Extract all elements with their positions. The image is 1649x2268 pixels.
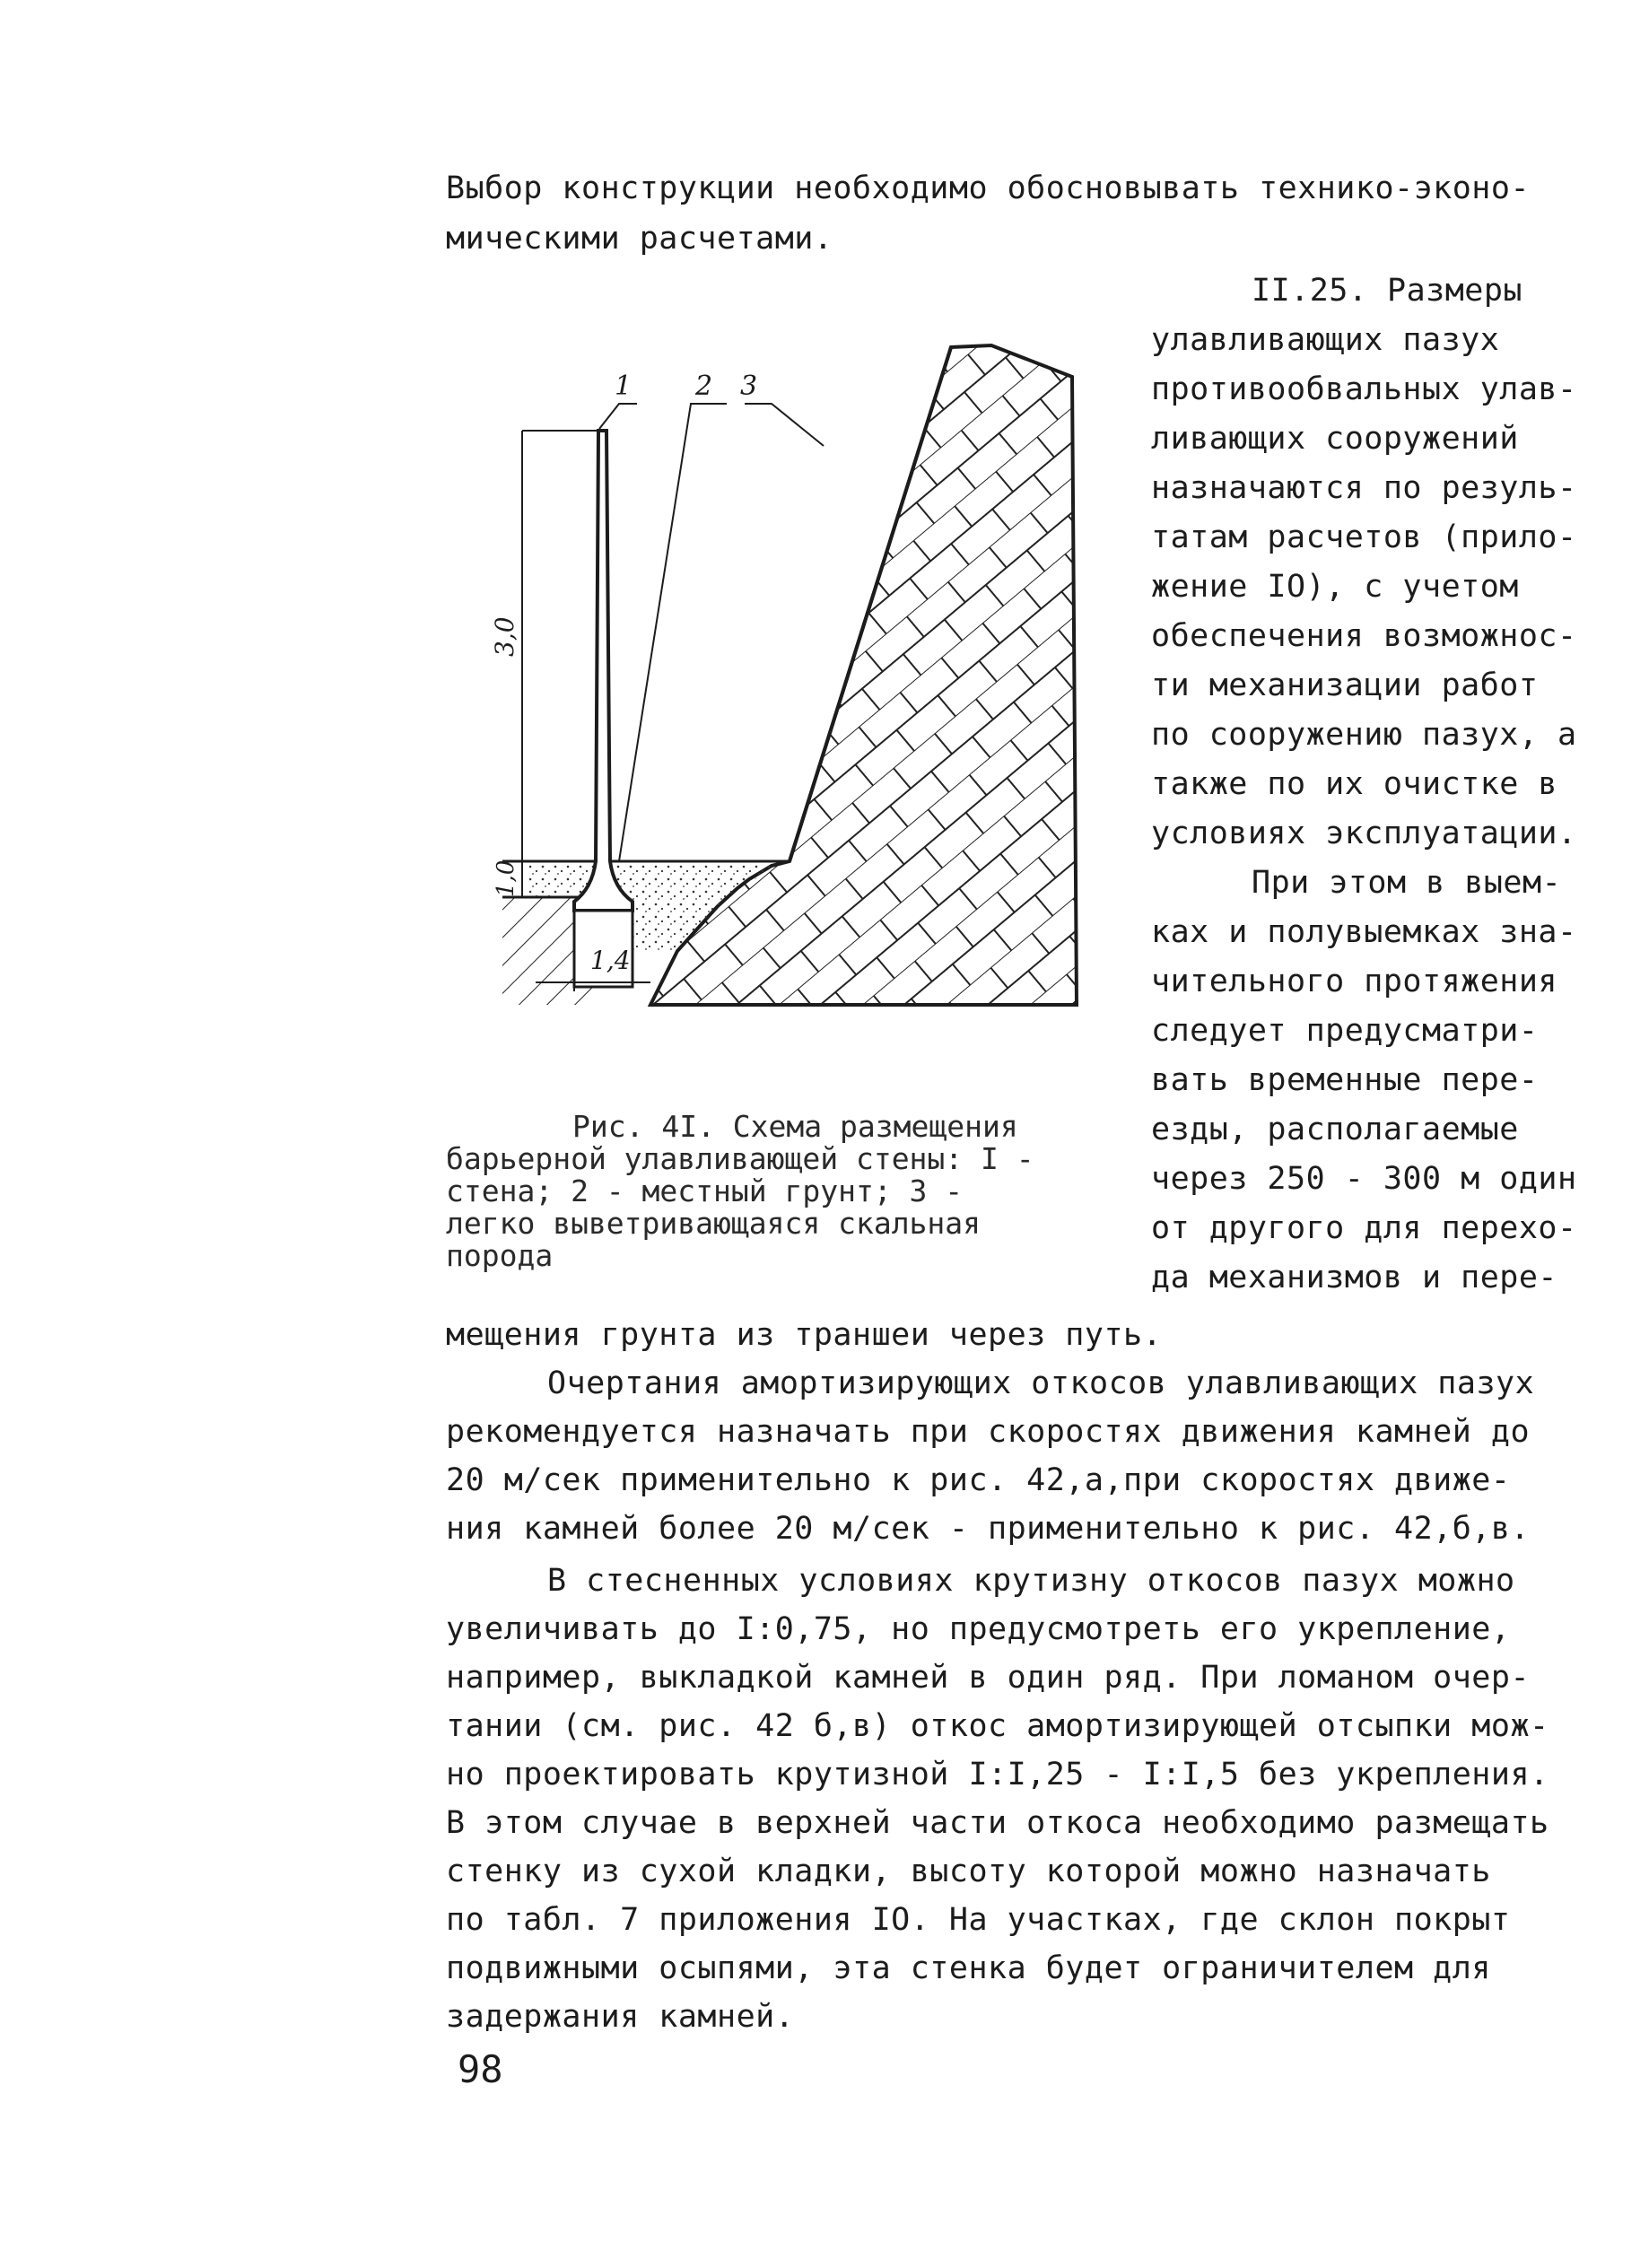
body-line: но проектировать крутизной I:I,25 - I:I,5 без укрепления. xyxy=(446,1757,1549,1793)
side-line: ках и полувыемках зна- xyxy=(1151,914,1577,950)
dim-wall-height: 3,0 xyxy=(490,616,519,657)
page-number: 98 xyxy=(458,2047,503,2091)
body-line: 20 м/сек применительно к рис. 42,а,при скоростях движе- xyxy=(446,1462,1511,1498)
side-line: назначаются по резуль- xyxy=(1151,470,1577,506)
body-line: подвижными осыпями, эта стенка будет ограничителем для xyxy=(446,1950,1491,1986)
caption-line: стена; 2 - местный грунт; 3 - xyxy=(446,1173,964,1208)
body-line: стенку из сухой кладки, высоту которой можно назначать xyxy=(446,1854,1491,1889)
body-line: задержания камней. xyxy=(446,1999,795,2035)
caption-line: легко выветривающаяся скальная xyxy=(446,1206,982,1241)
body-line: по табл. 7 приложения IO. На участках, где склон покрыт xyxy=(446,1902,1511,1938)
side-line: ливающих сооружений xyxy=(1151,421,1519,457)
side-line: улавливающих пазух xyxy=(1151,322,1500,358)
side-line: езды, располагаемые xyxy=(1151,1112,1519,1147)
side-line: противообвальных улав- xyxy=(1151,371,1577,407)
side-line: по сооружению пазух, а xyxy=(1151,717,1577,753)
side-line: II.25. Размеры xyxy=(1252,273,1523,309)
barrier-wall xyxy=(574,431,633,911)
body-line: увеличивать до I:0,75, но предусмотреть его укрепление, xyxy=(446,1611,1511,1647)
caption-line: порода xyxy=(446,1238,554,1273)
side-line: также по их очистке в xyxy=(1151,766,1558,802)
intro-line-1: Выбор конструкции необходимо обосновывать технико-эконо- xyxy=(446,170,1531,206)
side-line: татам расчетов (прило- xyxy=(1151,519,1577,555)
side-line: обеспечения возможнос- xyxy=(1151,618,1577,654)
dim-base-width: 1,4 xyxy=(590,946,631,975)
side-line: от другого для перехо- xyxy=(1151,1210,1577,1246)
body-line: Очертания амортизирующих откосов улавливающих пазух xyxy=(547,1365,1535,1401)
body-line: мещения грунта из траншеи через путь. xyxy=(446,1317,1163,1353)
body-line: В этом случае в верхней части откоса необходимо размещать xyxy=(446,1805,1549,1841)
body-line: тании (см. рис. 42 б,в) откос амортизирующей отсыпки мож- xyxy=(446,1708,1549,1744)
label-2: 2 xyxy=(695,371,713,402)
side-line: ти механизации работ xyxy=(1151,667,1539,703)
side-line: жение IO), с учетом xyxy=(1151,569,1519,605)
caption-line: Рис. 4I. Схема размещения xyxy=(572,1109,1018,1144)
body-line: ния камней более 20 м/сек - применительно к рис. 42,б,в. xyxy=(446,1511,1531,1547)
label-1: 1 xyxy=(615,371,633,402)
intro-line-2: мическими расчетами. xyxy=(446,221,833,257)
side-line: да механизмов и пере- xyxy=(1151,1260,1558,1295)
dim-base-height: 1,0 xyxy=(493,859,519,897)
body-line: например, выкладкой камней в один ряд. При ломаном очер- xyxy=(446,1660,1531,1696)
side-line: При этом в выем- xyxy=(1252,865,1562,901)
side-line: условиях эксплуатации. xyxy=(1151,816,1577,851)
body-line: рекомендуется назначать при скоростях движения камней до xyxy=(446,1414,1531,1450)
side-line: вать временные пере- xyxy=(1151,1062,1539,1098)
side-line: следует предусматри- xyxy=(1151,1013,1539,1049)
body-line: В стесненных условиях крутизну откосов пазух можно xyxy=(547,1563,1515,1599)
caption-line: барьерной улавливающей стены: I - xyxy=(446,1141,1034,1176)
figure-barrier-wall-scheme xyxy=(490,323,1095,1023)
label-3: 3 xyxy=(740,371,758,402)
side-line: через 250 - 300 м один xyxy=(1151,1161,1577,1197)
side-line: чительного протяжения xyxy=(1151,964,1558,999)
